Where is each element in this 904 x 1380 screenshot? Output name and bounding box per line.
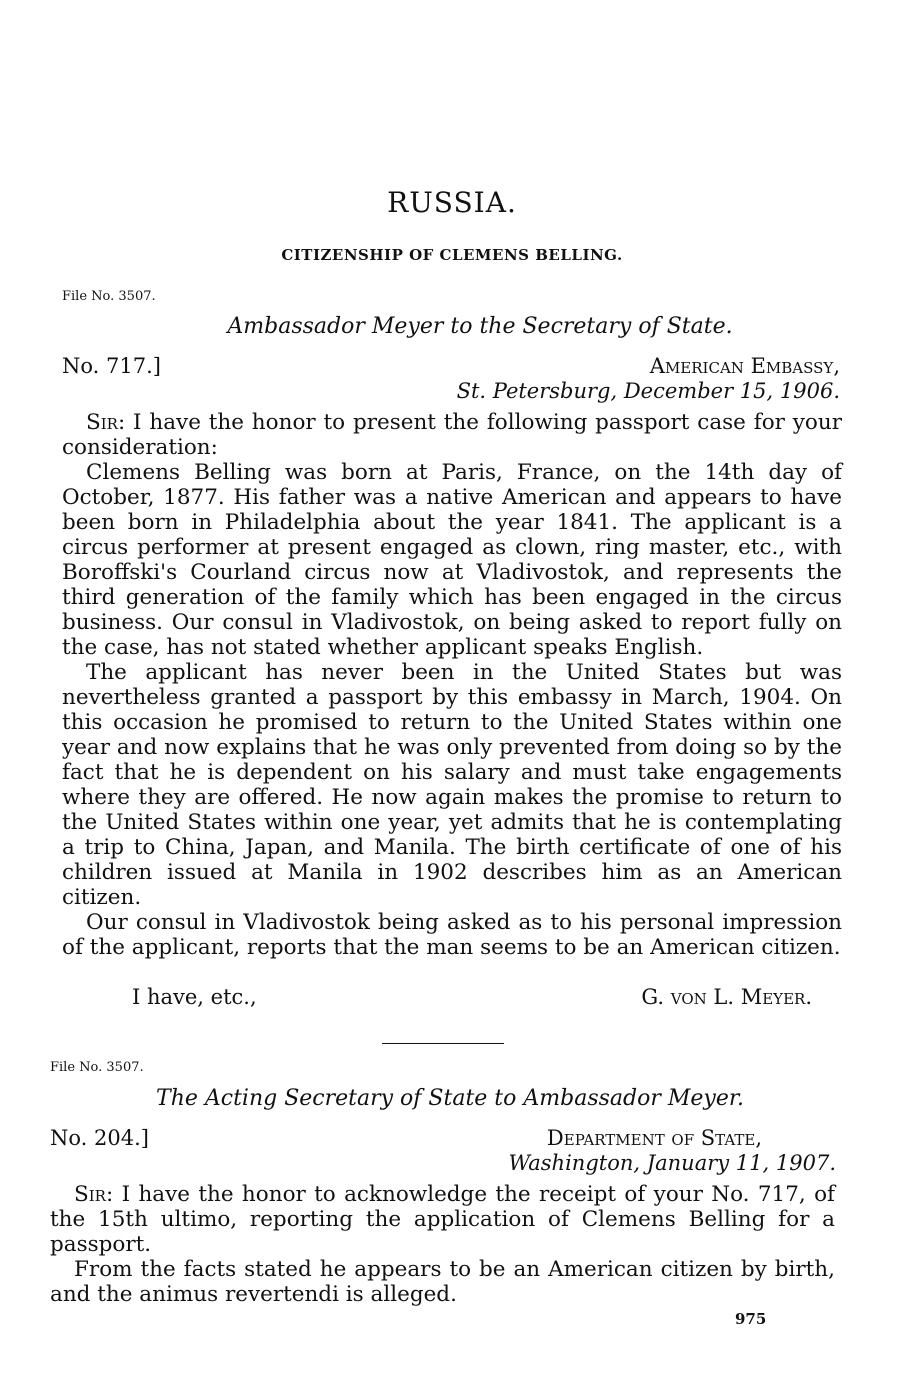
- dateline: St. Petersburg, December 15, 1906.: [456, 379, 840, 403]
- paragraph: Sir: I have the honor to acknowledge the receipt of your No. 717, of the 15th ultimo, reporting the application of Clemens Belling for a passport.: [50, 1182, 835, 1257]
- file-number: File No. 3507.: [62, 289, 156, 304]
- paragraph: Our consul in Vladivostok being asked as to his personal impression of the applicant, reports that the man seems to be an American citizen.: [62, 910, 842, 960]
- page-subtitle: CITIZENSHIP OF CLEMENS BELLING.: [281, 246, 623, 264]
- dateline: Washington, January 11, 1907.: [508, 1151, 836, 1175]
- letter-body: [62, 410, 842, 960]
- sender-place: American Embassy,: [649, 354, 840, 378]
- salutation: Sir:: [74, 1182, 114, 1207]
- letter-heading: The Acting Secretary of State to Ambassador Meyer.: [156, 1086, 744, 1111]
- paragraph: Sir: I have the honor to present the following passport case for your consideration:: [62, 410, 842, 460]
- file-number: File No. 3507.: [50, 1060, 144, 1075]
- paragraph: From the facts stated he appears to be an American citizen by birth, and the animus revertendi is alleged.: [50, 1257, 835, 1307]
- page-title: RUSSIA.: [387, 186, 517, 219]
- despatch-number: No. 204.]: [50, 1126, 149, 1150]
- sender-place: Department of State,: [546, 1126, 762, 1150]
- page-number: 975: [735, 1310, 767, 1328]
- divider: [382, 1043, 504, 1044]
- letter-body: [50, 1182, 835, 1307]
- paragraph: The applicant has never been in the United States but was nevertheless granted a passport by this embassy in March, 1904. On this occasion he promised to return to the United States within one year and now explains that he was only prevented from doing so by the fact that he is dependent on his salary and must take engagements where they are offered. He now again makes the promise to return to the United States within one year, yet admits that he is contemplating a trip to China, Japan, and Manila. The birth certificate of one of his children issued at Manila in 1902 describes him as an American citizen.: [62, 660, 842, 910]
- signature: G. von L. Meyer.: [641, 985, 812, 1009]
- despatch-number: No. 717.]: [62, 354, 161, 378]
- letter-heading: Ambassador Meyer to the Secretary of State.: [227, 314, 733, 339]
- paragraph: Clemens Belling was born at Paris, France, on the 14th day of October, 1877. His father was a native American and appears to have been born in Philadelphia about the year 1841. The applicant is a circus performer at present engaged as clown, ring master, etc., with Boroffski's Courland circus now at Vladivostok, and represents the third generation of the family which has been engaged in the circus business. Our consul in Vladivostok, on being asked to report fully on the case, has not stated whether applicant speaks English.: [62, 460, 842, 660]
- salutation: Sir:: [86, 410, 126, 435]
- closing: I have, etc.,: [132, 985, 257, 1009]
